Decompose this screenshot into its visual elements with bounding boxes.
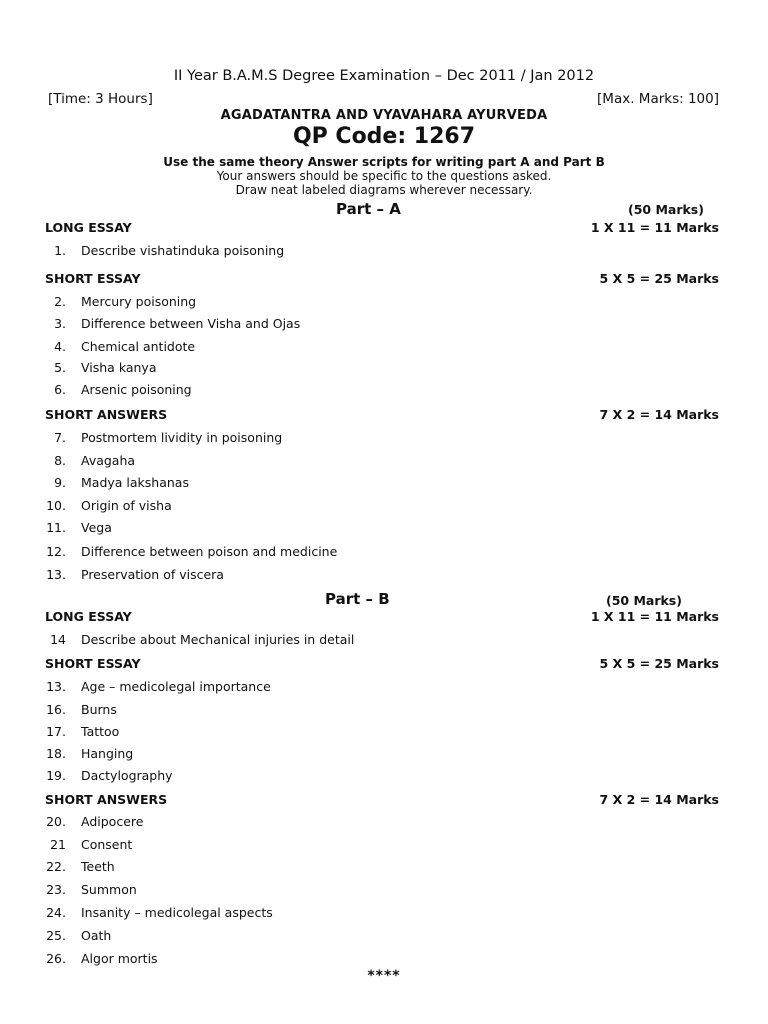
question-number: 22. bbox=[46, 859, 66, 874]
question-text: Algor mortis bbox=[81, 951, 158, 966]
question-number: 4. bbox=[54, 339, 66, 354]
question-text: Visha kanya bbox=[81, 360, 157, 375]
question-number: 23. bbox=[46, 882, 66, 897]
instruction-3: Draw neat labeled diagrams wherever necessary. bbox=[235, 183, 533, 197]
question-number: 17. bbox=[46, 724, 66, 739]
section-title: LONG ESSAY bbox=[45, 220, 132, 235]
question-text: Chemical antidote bbox=[81, 339, 196, 354]
section-marks: 7 X 2 = 14 Marks bbox=[599, 792, 719, 807]
question-number: 16. bbox=[46, 702, 66, 717]
question-number: 24. bbox=[46, 905, 66, 920]
question-number: 14 bbox=[50, 632, 66, 647]
part-a-marks: (50 Marks) bbox=[628, 202, 704, 217]
section-marks: 7 X 2 = 14 Marks bbox=[599, 407, 719, 422]
question-text: Summon bbox=[81, 882, 137, 897]
question-text: Teeth bbox=[81, 859, 115, 874]
part-a-title: Part – A bbox=[336, 200, 401, 218]
section-title: SHORT ESSAY bbox=[45, 271, 141, 286]
question-number: 13. bbox=[46, 679, 66, 694]
question-text: Age – medicolegal importance bbox=[81, 679, 271, 694]
question-number: 18. bbox=[46, 746, 66, 761]
question-number: 21 bbox=[50, 837, 66, 852]
section-title: SHORT ANSWERS bbox=[45, 792, 168, 807]
question-text: Dactylography bbox=[81, 768, 173, 783]
question-number: 26. bbox=[46, 951, 66, 966]
question-text: Tattoo bbox=[81, 724, 120, 739]
question-text: Difference between Visha and Ojas bbox=[81, 316, 301, 331]
question-text: Arsenic poisoning bbox=[81, 382, 192, 397]
question-number: 2. bbox=[54, 294, 66, 309]
question-number: 3. bbox=[54, 316, 66, 331]
question-text: Madya lakshanas bbox=[81, 475, 189, 490]
question-text: Burns bbox=[81, 702, 117, 717]
question-text: Describe about Mechanical injuries in detail bbox=[81, 632, 355, 647]
exam-title: II Year B.A.M.S Degree Examination – Dec 2011 / Jan 2012 bbox=[173, 68, 595, 84]
question-number: 11. bbox=[46, 520, 66, 535]
max-marks: [Max. Marks: 100] bbox=[597, 91, 719, 107]
part-b-title: Part – B bbox=[325, 590, 390, 608]
question-text: Avagaha bbox=[81, 453, 136, 468]
question-number: 1. bbox=[54, 243, 66, 258]
question-number: 20. bbox=[46, 814, 66, 829]
question-text: Origin of visha bbox=[81, 498, 172, 513]
question-number: 7. bbox=[54, 430, 66, 445]
qp-code: QP Code: 1267 bbox=[292, 124, 476, 149]
section-marks: 5 X 5 = 25 Marks bbox=[599, 656, 719, 671]
question-text: Oath bbox=[81, 928, 112, 943]
instruction-2: Your answers should be specific to the questions asked. bbox=[216, 169, 552, 183]
section-title: SHORT ESSAY bbox=[45, 656, 141, 671]
question-number: 19. bbox=[46, 768, 66, 783]
instruction-1: Use the same theory Answer scripts for writing part A and Part B bbox=[163, 155, 605, 169]
question-text: Postmortem lividity in poisoning bbox=[81, 430, 283, 445]
question-number: 13. bbox=[46, 567, 66, 582]
section-title: SHORT ANSWERS bbox=[45, 407, 168, 422]
question-number: 9. bbox=[54, 475, 66, 490]
question-text: Insanity – medicolegal aspects bbox=[81, 905, 273, 920]
question-text: Hanging bbox=[81, 746, 134, 761]
section-marks: 1 X 11 = 11 Marks bbox=[590, 220, 719, 235]
question-number: 25. bbox=[46, 928, 66, 943]
question-number: 10. bbox=[46, 498, 66, 513]
section-title: LONG ESSAY bbox=[45, 609, 132, 624]
question-text: Mercury poisoning bbox=[81, 294, 197, 309]
section-marks: 5 X 5 = 25 Marks bbox=[599, 271, 719, 286]
question-number: 5. bbox=[54, 360, 66, 375]
section-marks: 1 X 11 = 11 Marks bbox=[590, 609, 719, 624]
part-b-marks: (50 Marks) bbox=[606, 593, 682, 608]
question-text: Vega bbox=[81, 520, 112, 535]
question-number: 8. bbox=[54, 453, 66, 468]
question-text: Adipocere bbox=[81, 814, 144, 829]
time-allowed: [Time: 3 Hours] bbox=[48, 91, 153, 107]
question-text: Difference between poison and medicine bbox=[81, 544, 338, 559]
question-number: 6. bbox=[54, 382, 66, 397]
end-marker: **** bbox=[367, 968, 401, 984]
subject-title: AGADATANTRA AND VYAVAHARA AYURVEDA bbox=[220, 108, 548, 123]
question-text: Consent bbox=[81, 837, 133, 852]
question-text: Describe vishatinduka poisoning bbox=[81, 243, 285, 258]
question-text: Preservation of viscera bbox=[81, 567, 224, 582]
question-number: 12. bbox=[46, 544, 66, 559]
